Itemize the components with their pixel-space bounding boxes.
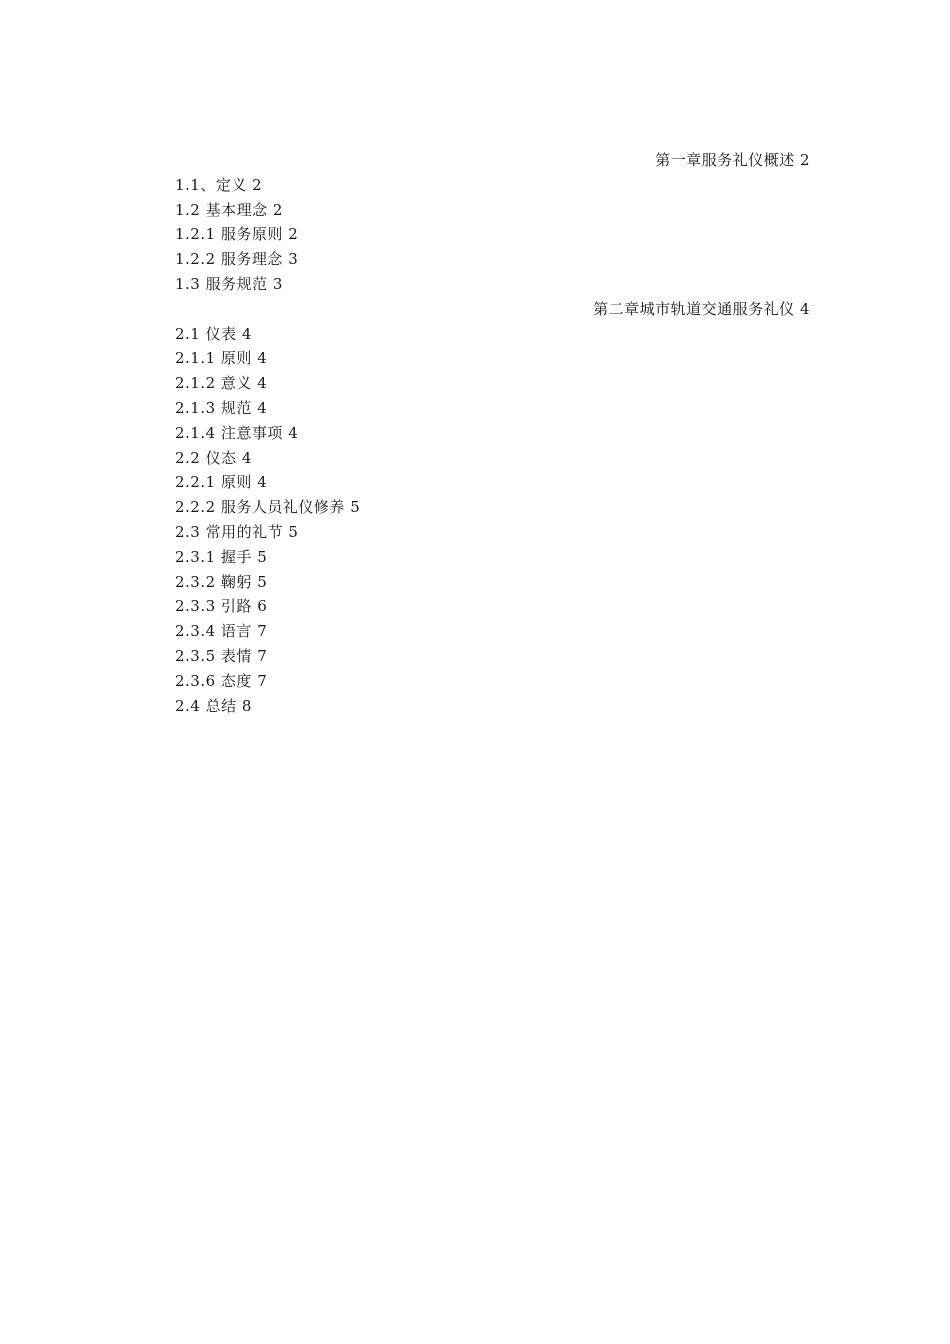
toc-entry-2-1-2: 2.1.2 意义 4 — [175, 374, 268, 393]
toc-entry-2-3-4: 2.3.4 语言 7 — [175, 622, 268, 641]
toc-entry-2-1: 2.1 仪表 4 — [175, 324, 252, 343]
toc-entry-1-2-1: 1.2.1 服务原则 2 — [175, 225, 299, 244]
table-of-contents — [175, 148, 810, 718]
toc-entry-2-3-3: 2.3.3 引路 6 — [175, 597, 268, 616]
toc-entry-1-2-2: 1.2.2 服务理念 3 — [175, 250, 299, 269]
toc-entry-2-4: 2.4 总结 8 — [175, 696, 252, 715]
toc-entry-2-3: 2.3 常用的礼节 5 — [175, 522, 299, 541]
toc-entry-2-3-5: 2.3.5 表情 7 — [175, 646, 268, 665]
toc-entry-2-2-1: 2.2.1 原则 4 — [175, 473, 268, 492]
toc-entry-2-2: 2.2 仪态 4 — [175, 448, 252, 467]
toc-entry-2-3-2: 2.3.2 鞠躬 5 — [175, 572, 268, 591]
toc-entry-2-1-4: 2.1.4 注意事项 4 — [175, 423, 299, 442]
toc-entry-2-1-3: 2.1.3 规范 4 — [175, 398, 268, 417]
toc-entry-1-1: 1.1、定义 2 — [175, 175, 263, 194]
toc-entry-2-1-1: 2.1.1 原则 4 — [175, 349, 268, 368]
toc-entry-2-3-1: 2.3.1 握手 5 — [175, 547, 268, 566]
toc-chapter-2: 第二章城市轨道交通服务礼仪 4 — [593, 299, 810, 318]
toc-chapter-1: 第一章服务礼仪概述 2 — [655, 151, 810, 169]
toc-entry-1-2: 1.2 基本理念 2 — [175, 200, 283, 219]
toc-entry-2-2-2: 2.2.2 服务人员礼仪修养 5 — [175, 498, 361, 517]
toc-entry-2-3-6: 2.3.6 态度 7 — [175, 671, 268, 690]
toc-entry-1-3: 1.3 服务规范 3 — [175, 274, 283, 293]
